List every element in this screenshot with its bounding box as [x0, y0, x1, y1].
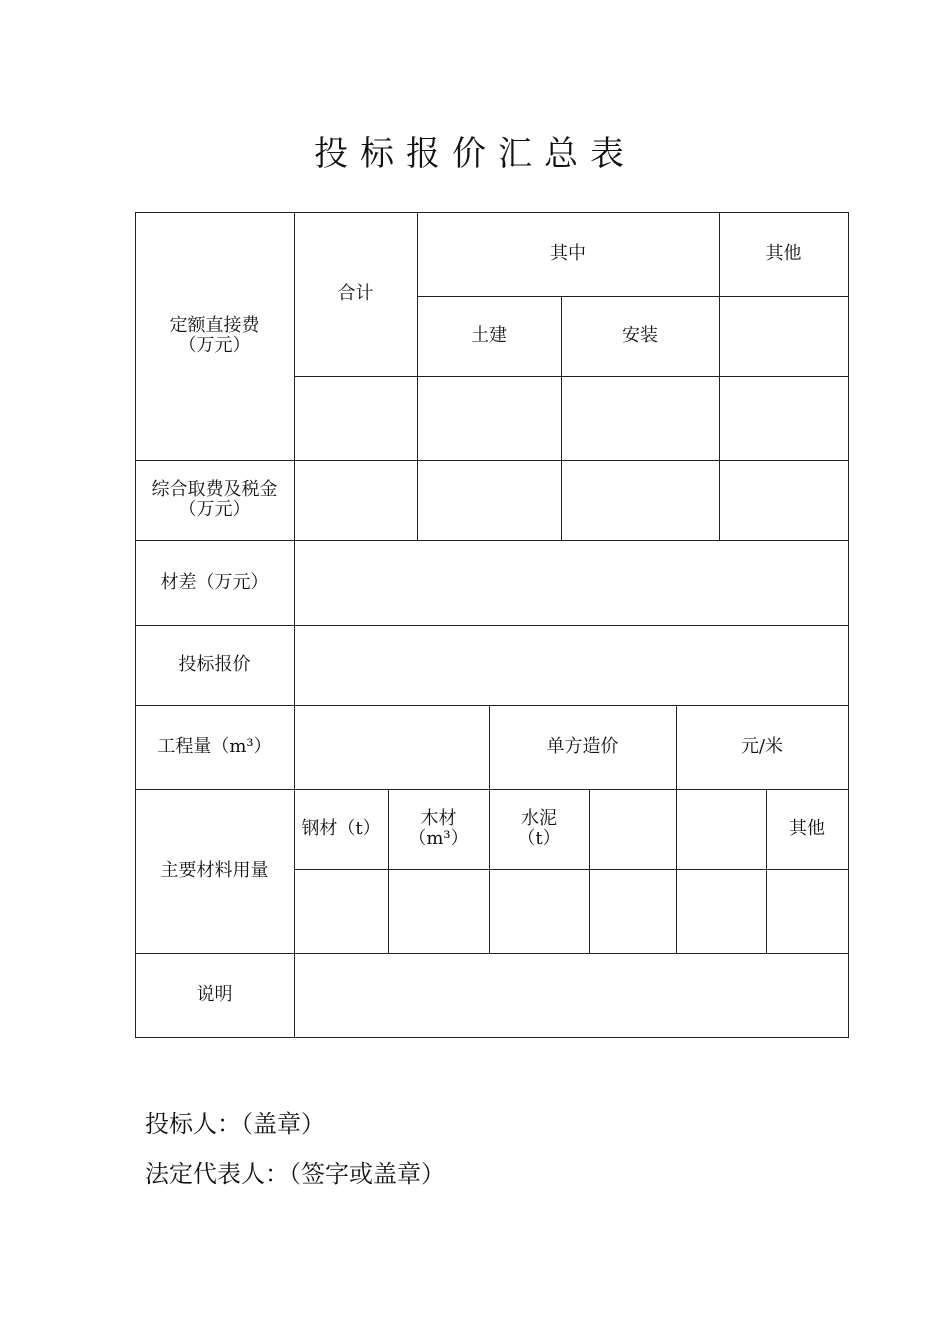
other-label: 其他	[765, 243, 802, 264]
table-rule	[589, 789, 590, 954]
unit-label: 元/米	[740, 736, 784, 757]
civil-label: 土建	[471, 325, 507, 346]
materials-other-label: 其他	[789, 818, 825, 839]
materials-label: 主要材料用量	[160, 860, 269, 881]
fee-tax-label: 综合取费及税金 （万元）	[151, 479, 278, 520]
table-border-bottom	[135, 1037, 849, 1038]
timber-label: 木材 （m³）	[408, 808, 469, 849]
steel-label: 钢材（t）	[301, 818, 381, 839]
legal-rep-signature-line: 法定代表人：（签字或盖章）	[145, 1160, 445, 1188]
quantity-label: 工程量（m³）	[157, 736, 272, 757]
install-label: 安装	[622, 325, 658, 346]
bidder-signature-line: 投标人：（盖章）	[145, 1110, 325, 1138]
material-diff-label: 材差（万元）	[160, 571, 269, 593]
among-label: 其中	[550, 243, 586, 264]
table-rule	[294, 376, 849, 377]
table-border-right	[848, 212, 849, 1038]
unit-price-label: 单方造价	[546, 736, 619, 757]
note-label: 说明	[196, 984, 233, 1005]
page-title: 投标报价汇总表	[314, 134, 636, 174]
total-label: 合计	[337, 283, 374, 304]
direct-fee-label: 定额直接费 （万元）	[169, 315, 260, 356]
bid-price-label: 投标报价	[178, 654, 251, 675]
cement-label: 水泥 （t）	[517, 808, 561, 849]
